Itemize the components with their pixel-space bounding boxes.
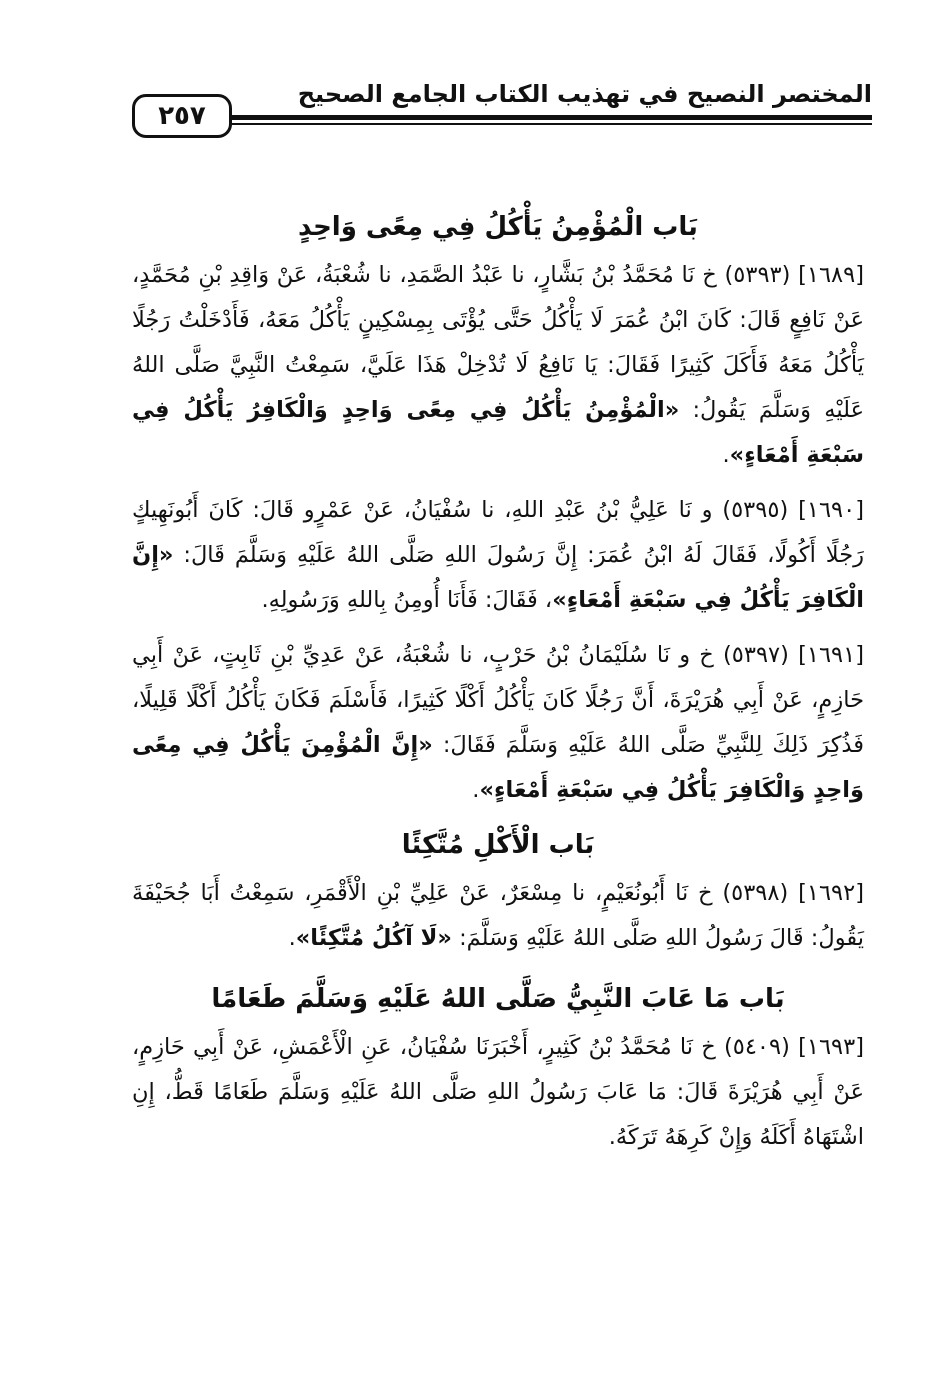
header-rule-thick (232, 115, 872, 120)
hadith-tail: . (472, 777, 480, 803)
section-heading: بَاب الْأَكْلِ مُتَّكِئًا (401, 830, 595, 860)
hadith-quote: «إِنَّ الْمُؤْمِنَ يَأْكُلُ فِي مِعًى وَاحِدٍ وَالْكَافِرَ يَأْكُلُ فِي سَبْعَةِ أَمْعَاءٍ» (132, 732, 864, 803)
hadith-paragraph (132, 871, 864, 961)
hadith-text: [١٦٩١] (٥٣٩٧) خ و نَا سُلَيْمَانُ بْنُ حَرْبٍ، نا شُعْبَةُ، عَنْ عَدِيِّ بْنِ ثَابِتٍ، عَنْ أَبِي حَازِمٍ، عَنْ أَبِي هُرَيْرَةَ، أَنَّ رَجُلًا كَانَ يَأْكُلُ أَكْلًا كَثِيرًا، فَأَسْلَمَ فَكَانَ يَأْكُلُ أَكْلًا قَلِيلًا، فَذُكِرَ ذَلِكَ لِلنَّبِيِّ صَلَّى اللهُ عَلَيْهِ وَسَلَّمَ فَقَالَ: (132, 642, 864, 758)
hadith-tail: ، فَقَالَ: فَأَنَا أُومِنُ بِاللهِ وَرَسُولِهِ. (261, 587, 553, 613)
hadith-paragraph (132, 253, 864, 478)
hadith-quote: «الْمُؤْمِنُ يَأْكُلُ فِي مِعًى وَاحِدٍ وَالْكَافِرُ يَأْكُلُ فِي سَبْعَةِ أَمْعَاءٍ» (132, 397, 864, 468)
section-heading: بَاب مَا عَابَ النَّبِيُّ صَلَّى اللهُ عَلَيْهِ وَسَلَّمَ طَعَامًا (211, 984, 785, 1014)
header-rule-thin (232, 123, 872, 125)
page-number: ٢٥٧ (132, 94, 232, 138)
hadith-paragraph (132, 488, 864, 623)
hadith-quote: «لَا آكُلُ مُتَّكِئًا» (295, 925, 452, 951)
hadith-tail: . (288, 925, 296, 951)
hadith-quote: «إِنَّ الْكَافِرَ يَأْكُلُ فِي سَبْعَةِ أَمْعَاءٍ» (132, 542, 864, 613)
hadith-text: [١٦٩٠] (٥٣٩٥) و نَا عَلِيُّ بْنُ عَبْدِ اللهِ، نا سُفْيَانُ، عَنْ عَمْرٍو قَالَ: كَانَ أَبُونَهِيكٍ رَجُلًا أَكُولًا، فَقَالَ لَهُ ابْنُ عُمَرَ: إِنَّ رَسُولَ اللهِ صَلَّى اللهُ عَلَيْهِ وَسَلَّمَ قَالَ: (132, 497, 864, 568)
section-heading: بَاب الْمُؤْمِنُ يَأْكُلُ فِي مِعًى وَاحِدٍ (298, 212, 698, 242)
running-title: المختصر النصيح في تهذيب الكتاب الجامع الصحيح (297, 80, 872, 108)
hadith-paragraph (132, 1025, 864, 1160)
page-body (132, 205, 864, 1170)
hadith-text: [١٦٨٩] (٥٣٩٣) خ نَا مُحَمَّدُ بْنُ بَشَّارٍ، نا عَبْدُ الصَّمَدِ، نا شُعْبَةُ، عَنْ وَاقِدِ بْنِ مُحَمَّدٍ، عَنْ نَافِعٍ قَالَ: كَانَ ابْنُ عُمَرَ لَا يَأْكُلُ حَتَّى يُؤْتَى بِمِسْكِينٍ يَأْكُلُ مَعَهُ، فَأَدْخَلْتُ رَجُلًا يَأْكُلُ مَعَهُ فَأَكَلَ كَثِيرًا فَقَالَ: يَا نَافِعُ لَا تُدْخِلْ هَذَا عَلَيَّ، سَمِعْتُ النَّبِيَّ صَلَّى اللهُ عَلَيْهِ وَسَلَّمَ يَقُولُ: (132, 262, 864, 423)
hadith-tail: . (722, 442, 730, 468)
page-header (120, 70, 872, 150)
hadith-paragraph (132, 633, 864, 813)
hadith-text: [١٦٩٢] (٥٣٩٨) خ نَا أَبُونُعَيْمٍ، نا مِسْعَرٌ، عَنْ عَلِيِّ بْنِ الْأَقْمَرِ، سَمِعْتُ أَبَا جُحَيْفَةَ يَقُولُ: قَالَ رَسُولُ اللهِ صَلَّى اللهُ عَلَيْهِ وَسَلَّمَ: (132, 880, 864, 951)
hadith-text: [١٦٩٣] (٥٤٠٩) خ نَا مُحَمَّدُ بْنُ كَثِيرٍ، أَخْبَرَنَا سُفْيَانُ، عَنِ الْأَعْمَشِ، عَنْ أَبِي حَازِمٍ، عَنْ أَبِي هُرَيْرَةَ قَالَ: مَا عَابَ رَسُولُ اللهِ صَلَّى اللهُ عَلَيْهِ وَسَلَّمَ طَعَامًا قَطُّ، إِنِ اشْتَهَاهُ أَكَلَهُ وَإِنْ كَرِهَهُ تَرَكَهُ. (132, 1034, 864, 1150)
